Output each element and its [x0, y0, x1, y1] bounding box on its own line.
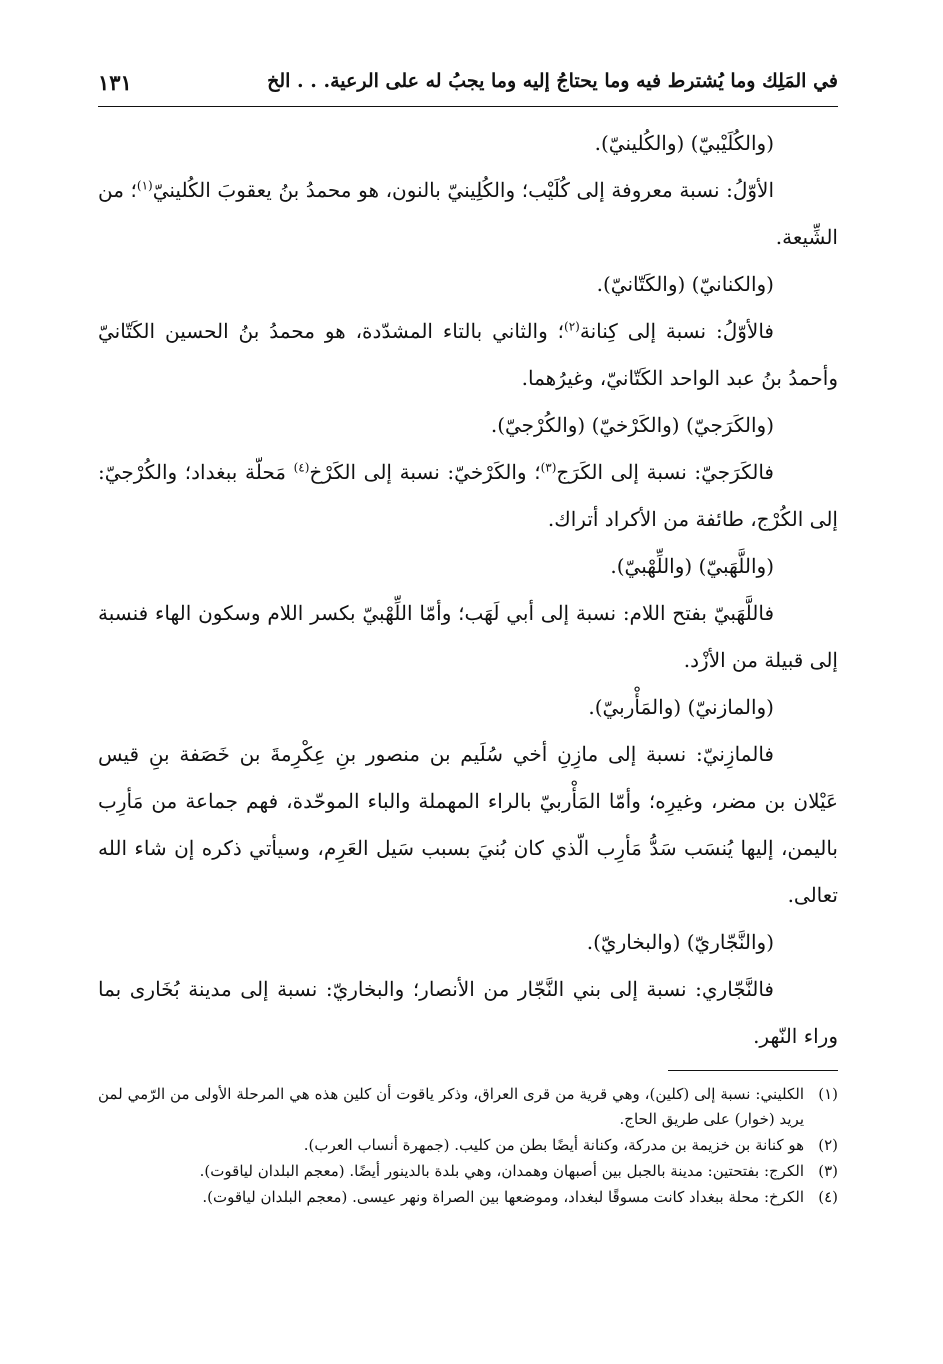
footnote-ref: (٢): [564, 319, 580, 334]
entry-heading: (والمازنيّ) (والمَأْربيّ).: [588, 695, 774, 719]
page-number: ١٣١: [98, 70, 132, 95]
entry-paragraph: فالأوّلُ: نسبة إلى كِنانة$^{(٢)}$؛ والثاني بالتاء المشدّدة، هو محمدُ بنُ الحسين الكَتّانيّ وأحمدُ بنُ عبد الواحد الكَتّانيّ، وغيرُهما.: [98, 319, 838, 390]
entry-heading: (والكَرَجيّ) (والكَرْخيّ) (والكُرْجيّ).: [490, 413, 774, 437]
footnote-ref: (١): [136, 178, 153, 193]
footnote-ref: (٣): [540, 460, 557, 475]
footnote: [98, 1133, 838, 1158]
footnote: [98, 1159, 838, 1184]
footnote-number: (٣): [818, 1162, 838, 1180]
entry-heading: (والنَّجّاريّ) (والبخاريّ).: [586, 930, 774, 954]
entry-paragraph: فاللَّهَبيّ بفتح اللام: نسبة إلى أبي لَهَب؛ وأمّا اللِّهْبيّ بكسر اللام وسكون الهاء فنسبة إلى قبيلة من الأزْد.: [98, 601, 838, 672]
body-text: [98, 120, 838, 1060]
page-header: [98, 66, 838, 106]
entry-paragraph: فالكَرَجيّ: نسبة إلى الكَرَج$^{(٣)}$؛ والكَرْخيّ: نسبة إلى الكَرْخ$^{(٤)}$ مَحلّة ببغداد؛ والكُرْجيّ: إلى الكُرْج، طائفة من الأكراد أتراك.: [98, 460, 838, 531]
footnote-text: الكليني: نسبة إلى (كلين)، وهي قرية من قرى العراق، وذكر ياقوت أن كلين هذه هي المرحلة الأولى من الرّمي لمن يريد (خوار) على طريق الحاج.: [98, 1085, 804, 1128]
entry-paragraph: الأوّلُ: نسبة معروفة إلى كُلَيْب؛ والكُلِينيّ بالنون، هو محمدُ بنُ يعقوبَ الكُلينيّ$^{(١)}$؛ من الشِّيعة.: [98, 178, 838, 249]
footnote-ref: (٤): [293, 460, 310, 475]
footnote: [98, 1082, 838, 1132]
footnote-text: هو كنانة بن خزيمة بن مدركة، وكنانة أيضًا بطن من كليب. (جمهرة أنساب العرب).: [303, 1136, 804, 1154]
footnote-text: الكرج: بفتحتين: مدينة بالجبل بين أصبهان وهمدان، وهي بلدة بالدينور أيضًا. (معجم البلدان لياقوت).: [199, 1162, 804, 1180]
footnote: [98, 1185, 838, 1210]
footnote-number: (٤): [818, 1188, 838, 1206]
footnote-number: (٢): [818, 1136, 838, 1154]
header-rule: [98, 106, 838, 107]
entry-heading: (والكنانيّ) (والكَتّانيّ).: [596, 272, 774, 296]
footnote-number: (١): [818, 1085, 838, 1103]
entry-paragraph: فالنَّجّاري: نسبة إلى بني النَّجّار من الأنصار؛ والبخاريّ: نسبة إلى مدينة بُخَارى بما وراء النّهر.: [98, 977, 838, 1048]
running-title: في المَلِك وما يُشترط فيه وما يحتاجُ إليه وما يجبُ له على الرعية. . . الخ: [267, 70, 838, 92]
entry-heading: (واللَّهَبيّ) (واللِّهْبيّ).: [610, 554, 774, 578]
footnote-text: الكرخ: محلة ببغداد كانت مسوقًا لبغداد، وموضعها بين الصراة ونهر عيسى. (معجم البلدان لياقوت).: [202, 1188, 804, 1206]
footnote-rule: [668, 1070, 838, 1071]
entry-paragraph: فالمازِنيّ: نسبة إلى مازِنِ أخي سُلَيم بن منصور بنِ عِكْرِمةَ بن خَصَفة بنِ قيس عَيْلان بن مضر، وغيرِه؛ وأمّا المَأْربيّ بالراء المهملة والباء الموحّدة، فهم جماعة من مَأرِب باليمن، إليها يُنسَب سَدُّ مَأرِب الّذي كان بُنيَ بسبب سَيل العَرِم، وسيأتي ذكره إن شاء الله تعالى.: [98, 742, 838, 907]
entry-heading: (والكُلَيْبيّ) (والكُلينيّ).: [594, 131, 774, 155]
footnotes: [98, 1082, 838, 1211]
